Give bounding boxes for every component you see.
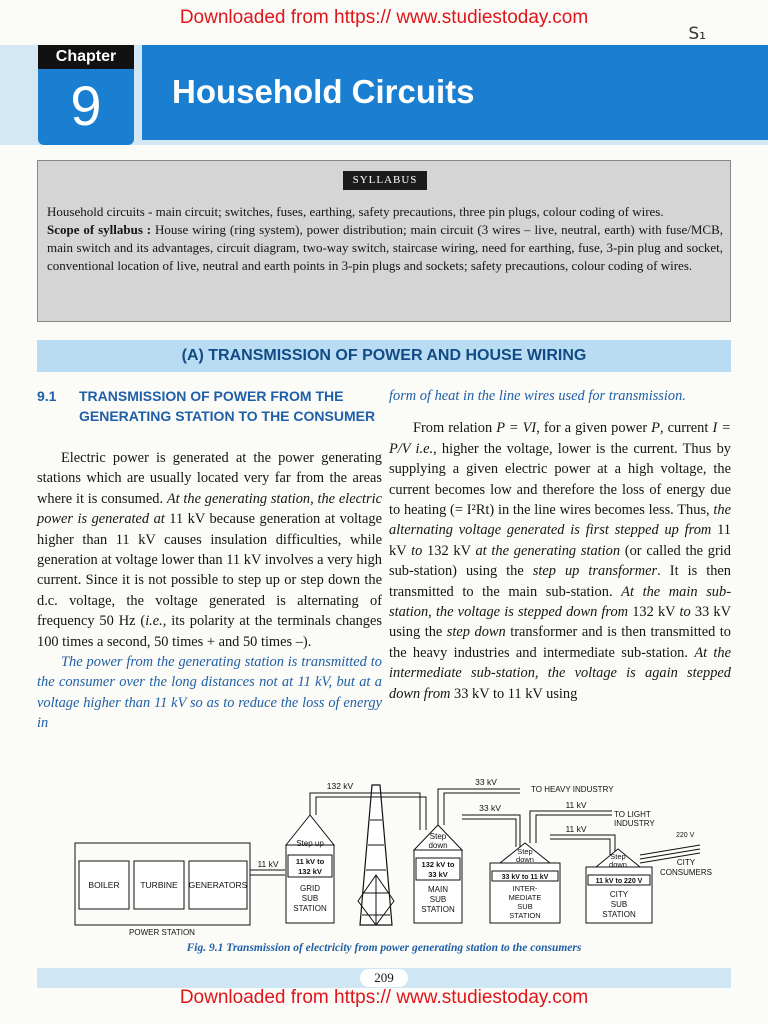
- chapter-title: Household Circuits: [172, 73, 475, 110]
- city-name-3: STATION: [602, 910, 636, 919]
- text-run-italic: At the intermediate sub-station, the voltage is again stepped down from: [389, 644, 732, 702]
- section-title: (A) TRANSMISSION OF POWER AND HOUSE WIRING: [181, 347, 587, 364]
- text-run: From relation: [413, 420, 497, 437]
- line-11kv-city: [550, 839, 610, 855]
- v11-gen-label: 11 kV: [257, 859, 279, 869]
- city-spec: 11 kV to 220 V: [595, 878, 643, 885]
- text-run: (or called the grid sub-station) using the: [389, 542, 731, 580]
- text-run: , current: [659, 420, 713, 437]
- inter-spec: 33 kV to 11 kV: [501, 874, 549, 881]
- text-run-italic: i.e.,: [145, 613, 167, 630]
- chapter-number: 9: [70, 74, 102, 137]
- syllabus-line1: Household circuits - main circuit; switches, fuses, earthing, safety precautions, three pin plugs, colour coding of wires.: [47, 204, 664, 219]
- text-run: transformer and is then transmitted to the heavy industries and intermediate sub-station.: [389, 624, 731, 661]
- text-run-italic: P: [651, 420, 660, 437]
- heading-number: 9.1: [37, 388, 57, 404]
- heading-text: TRANSMISSION OF POWER FROM THE GENERATING STATION TO THE CONSUMER: [79, 388, 376, 424]
- text-run-italic: At the main sub-station, the voltage is stepped down from: [389, 583, 731, 621]
- text-run-italic: to: [411, 542, 423, 559]
- main-spec-1: 132 kV to: [421, 860, 455, 869]
- city-name-1: CITY: [609, 890, 629, 899]
- line-132kv: [310, 793, 420, 830]
- inter-roof-label-2: down: [516, 855, 534, 864]
- turbine-label: TURBINE: [140, 880, 178, 890]
- scope-text: House wiring (ring system), power distribution; main circuit (3 wires – live, neutral, earth) with fuse/MCB, main switch and its advantages, circuit diagram, two-way switch, staircase wiring, need for earthing, fuse, 3-pin plug and socket, conventional location of live, neutral and earth points in 3-pin plugs and sockets; safety precautions, colour coding of wires.: [47, 222, 723, 273]
- grid-spec-2: 132 kV: [298, 867, 322, 876]
- light-industry-label-2: INDUSTRY: [614, 819, 655, 828]
- scope-label: Scope of syllabus :: [47, 222, 152, 237]
- syllabus-text: [47, 203, 723, 275]
- light-industry-label-1: TO LIGHT: [614, 810, 651, 819]
- text-run-italic: to: [679, 604, 691, 621]
- city-roof-label-1: Step: [610, 852, 626, 861]
- inter-name-4: STATION: [509, 911, 541, 920]
- right-column: [389, 386, 731, 704]
- figure-caption: Fig. 9.1 Transmission of electricity from power generating station to the consumers: [186, 942, 582, 954]
- v11-top-label: 11 kV: [565, 800, 587, 810]
- v33-top-label: 33 kV: [475, 777, 497, 787]
- boiler-label: BOILER: [88, 880, 120, 890]
- power-station-label: POWER STATION: [129, 928, 195, 937]
- v132-label: 132 kV: [326, 781, 354, 791]
- text-run: 11 kV: [389, 522, 731, 559]
- city-consumers-label-1: CITY: [676, 858, 696, 867]
- page-number: 209: [360, 969, 408, 987]
- text-run: 132 kV: [422, 542, 476, 559]
- grid-roof-label: Step up: [296, 839, 324, 848]
- text-run-italic: step up transformer: [532, 563, 658, 580]
- city-name-2: SUB: [610, 900, 628, 909]
- text-run: , for a given power: [536, 420, 652, 437]
- inter-roof-label-1: Step: [517, 847, 533, 856]
- watermark-top: Downloaded from https:// www.studiestoday.com: [179, 7, 589, 28]
- heavy-industry-label: TO HEAVY INDUSTRY: [531, 785, 614, 794]
- grid-name-2: SUB: [301, 894, 319, 903]
- right-paragraph-1: [389, 418, 731, 704]
- line-33kv-mid: [462, 815, 520, 847]
- watermark-bottom: Downloaded from https:// www.studiestoday.com: [179, 987, 589, 1008]
- city-consumers-label-2: CONSUMERS: [659, 868, 713, 877]
- syllabus-scope: [47, 221, 723, 275]
- main-name-1: MAIN: [428, 885, 448, 894]
- v11-mid-label: 11 kV: [565, 824, 587, 834]
- text-run-italic: the alternating voltage generated is first stepped up from: [389, 502, 731, 539]
- grid-name-3: STATION: [293, 904, 327, 913]
- main-spec-2: 33 kV: [428, 870, 448, 879]
- text-run: Electric power is generated at the power generating stations which are usually located very far from the areas where it is consumed.: [37, 450, 382, 507]
- main-roof-label-2: down: [428, 841, 448, 850]
- text-run-italic: I = P/V i.e.: [389, 420, 731, 457]
- left-paragraph-2: The power from the generating station is transmitted to the consumer over the long distances not at 11 kV, but at a voltage higher than 11 kV so as to reduce the loss of energy in: [37, 654, 382, 732]
- inter-name-3: SUB: [517, 902, 533, 911]
- text-run: 11 kV because generation at voltage higher than 11 kV causes insulation difficulties, while generation at voltage lower than 11 kV involves a very high current. Since it is not possible to step up or step down the d.c. voltage, the voltage generated is alternating of frequency 50 Hz (: [37, 511, 382, 630]
- main-roof-label-1: Step: [429, 832, 447, 841]
- text-run: , higher the voltage, lower is the current. Thus by supplying a given electric power at a high voltage, the current becomes low and therefore the loss of energy due to heating (= I²Rt) in the line wires becomes less. Thus,: [389, 440, 732, 519]
- inter-name-1: INTER-: [512, 884, 538, 893]
- syllabus-heading: SYLLABUS: [343, 171, 427, 190]
- v33-mid-label: 33 kV: [479, 803, 501, 813]
- text-run-italic: step down: [446, 624, 506, 641]
- left-paragraph-1: [37, 448, 382, 652]
- text-run: 33 kV to 11 kV using: [450, 685, 578, 702]
- city-roof-label-2: down: [609, 860, 627, 869]
- text-run: . It is then transmitted to the main sub-station.: [389, 563, 731, 600]
- v220-label: 220 V: [676, 832, 695, 839]
- main-name-2: SUB: [429, 895, 447, 904]
- inter-name-2: MEDIATE: [508, 893, 542, 902]
- text-run: 132 kV: [628, 604, 680, 621]
- left-column: [37, 448, 382, 734]
- text-run: its polarity at the terminals changes 100 times a second, 50 times + and 50 times –).: [37, 613, 382, 650]
- text-run-italic: at the generating station: [475, 542, 621, 559]
- transmission-diagram: [0, 775, 768, 940]
- handwritten-mark: S₁: [688, 24, 706, 44]
- text-run-italic: At the generating station, the electric power is generated at: [37, 490, 382, 528]
- generators-label: GENERATORS: [188, 880, 248, 890]
- grid-spec-1: 11 kV to: [295, 857, 325, 866]
- text-run-italic: P = VI: [496, 420, 537, 437]
- text-run: 33 kV using the: [389, 604, 731, 641]
- chapter-label: Chapter: [38, 45, 134, 69]
- grid-name-1: GRID: [300, 884, 320, 893]
- main-name-3: STATION: [421, 905, 455, 914]
- right-paragraph-0: form of heat in the line wires used for transmission.: [389, 388, 686, 404]
